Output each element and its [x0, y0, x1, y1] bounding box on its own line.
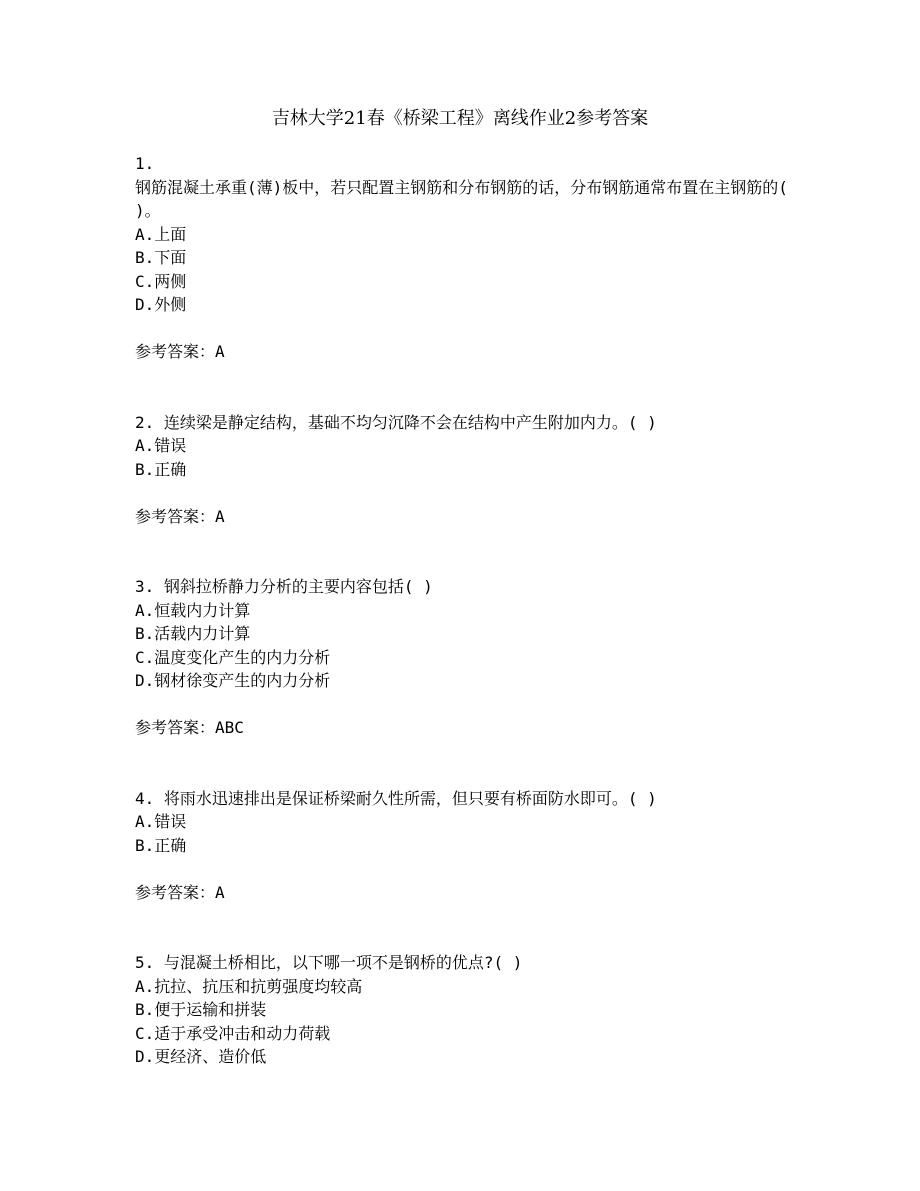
- option-a: A.错误: [135, 436, 187, 455]
- answer-line: [135, 881, 795, 905]
- option-d: D.钢材徐变产生的内力分析: [135, 671, 331, 690]
- document-title: 吉林大学21春《桥梁工程》离线作业2参考答案: [271, 108, 649, 129]
- option-c: C.温度变化产生的内力分析: [135, 647, 331, 667]
- option-b: B.正确: [135, 459, 187, 479]
- question-line: [135, 411, 795, 435]
- question-2: [135, 411, 795, 529]
- answer-value: A: [215, 342, 225, 361]
- option-a: A.抗拉、抗压和抗剪强度均较高: [135, 976, 363, 996]
- question-5: [135, 951, 795, 1069]
- option-a: A.恒载内力计算: [135, 600, 251, 620]
- question-line: [135, 951, 795, 975]
- answer-label: 参考答案：: [135, 342, 216, 361]
- option-a: A.错误: [135, 812, 187, 831]
- question-1: [135, 152, 795, 364]
- option-a: A.上面: [135, 224, 187, 244]
- option-c: C.适于承受冲击和动力荷载: [135, 1023, 331, 1043]
- question-text: 连续梁是静定结构，基础不均匀沉降不会在结构中产生附加内力。( ): [163, 412, 657, 432]
- question-text: 将雨水迅速排出是保证桥梁耐久性所需，但只要有桥面防水即可。( ): [163, 788, 657, 808]
- question-4: [135, 787, 795, 905]
- answer-line: [135, 505, 795, 529]
- answer-label: 参考答案：: [135, 718, 216, 737]
- question-text: 与混凝土桥相比，以下哪一项不是钢桥的优点?( ): [163, 953, 523, 972]
- question-number: 5.: [135, 953, 155, 972]
- question-line: [135, 787, 795, 811]
- answer-value: A: [215, 506, 225, 526]
- option-d: D.外侧: [135, 295, 187, 314]
- option-b: B.便于运输和拼装: [135, 1000, 267, 1019]
- answer-line: [135, 716, 795, 740]
- option-b: B.下面: [135, 248, 187, 267]
- answer-line: [135, 340, 795, 364]
- answer-value: ABC: [215, 718, 244, 737]
- question-number: 4.: [135, 788, 155, 808]
- question-list: [135, 152, 795, 1069]
- question-text: 钢斜拉桥静力分析的主要内容包括( ): [163, 577, 433, 596]
- question-text: 钢筋混凝土承重(薄)板中，若只配置主钢筋和分布钢筋的话，分布钢筋通常布置在主钢筋的( )。: [135, 177, 788, 220]
- question-line: [135, 575, 795, 599]
- question-number: 1.: [135, 154, 155, 173]
- question-number: 3.: [135, 577, 155, 596]
- answer-label: 参考答案：: [135, 506, 216, 526]
- option-b: B.正确: [135, 835, 187, 855]
- option-c: C.两侧: [135, 271, 187, 291]
- answer-label: 参考答案：: [135, 882, 216, 902]
- question-3: [135, 575, 795, 740]
- option-b: B.活载内力计算: [135, 624, 251, 643]
- answer-value: A: [215, 882, 225, 902]
- question-number: 2.: [135, 412, 155, 432]
- option-d: D.更经济、造价低: [135, 1047, 267, 1066]
